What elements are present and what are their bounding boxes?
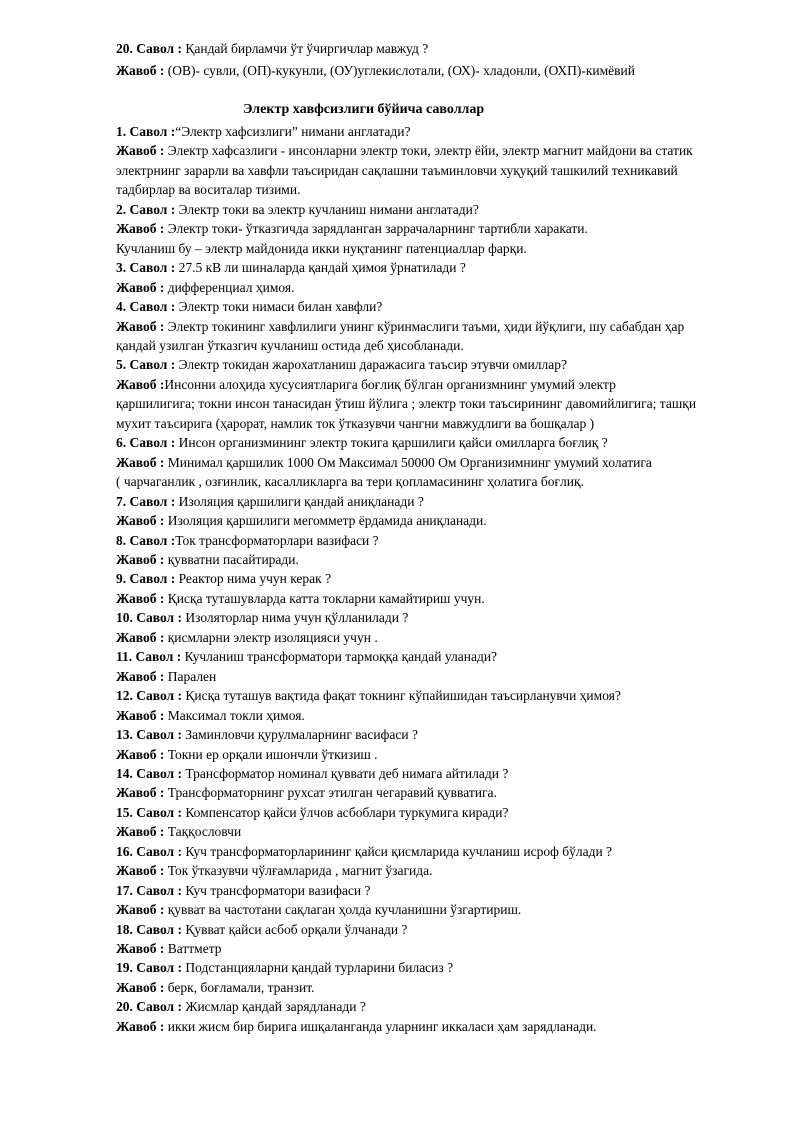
answer-continuation: Кучланиш бу – электр майдонида икки нуқтанинг патенциаллар фарқи. <box>116 240 527 256</box>
answer-line <box>116 667 771 686</box>
answer-text: дифференциал ҳимоя. <box>164 279 295 295</box>
answer-text: Электр токининг хавфлилиги унинг кўринмаслиги таъми, ҳиди йўқлиги, шу сабабдан ҳар <box>164 318 685 334</box>
question-label: 20. Савол : <box>116 999 182 1015</box>
question-text: Қандай бирламчи ўт ўчиргичлар мавжуд ? <box>181 41 429 56</box>
answer-continuation: электрнинг зарарли ва хавфли таъсиридан сақлашни таъминловчи хуқуқий ташкилий техникавий <box>116 162 678 178</box>
question-text: Ток трансформаторлари вазифаси ? <box>175 532 379 548</box>
question-label: 10. Савол : <box>116 610 182 626</box>
answer-line <box>116 783 771 802</box>
answer-label: Жавоб : <box>116 902 165 918</box>
answer-label: Жавоб : <box>116 318 165 334</box>
question-line <box>116 38 771 60</box>
answer-label: Жавоб : <box>116 454 165 470</box>
question-line <box>116 997 771 1016</box>
answer-line <box>116 219 771 238</box>
answer-label: Жавоб : <box>116 1018 165 1034</box>
question-line <box>116 355 771 374</box>
answer-label: Жавоб : <box>116 979 165 995</box>
question-label: 8. Савол : <box>116 532 176 548</box>
section-title: Электр хавфсизлиги бўйича саволлар <box>243 102 485 117</box>
question-label: 11. Савол : <box>116 649 182 665</box>
answer-line <box>116 317 771 336</box>
answer-continuation: қандай узилган ўтказгич кучланиш остида деб ҳисобланади. <box>116 337 464 353</box>
answer-label: Жавоб : <box>116 143 165 159</box>
answer-text: Ваттметр <box>164 941 222 957</box>
answer-label: Жавоб : <box>116 376 165 392</box>
question-text: Подстанцияларни қандай турларини биласиз ? <box>181 960 454 976</box>
question-label: 3. Савол : <box>116 260 176 276</box>
answer-label: Жавоб : <box>116 746 165 762</box>
answer-text: Минимал қаршилик 1000 Ом Максимал 50000 Ом Организимнинг умумий холатига <box>164 454 652 470</box>
question-label: 7. Савол : <box>116 493 176 509</box>
answer-continuation: ( чарчаганлик , озғинлик, касалликларга ва тери қопламасининг ҳолатига боғлиқ. <box>116 474 584 490</box>
question-line <box>116 258 771 277</box>
answer-line <box>116 939 771 958</box>
answer-continuation: мухит таъсирига (ҳарорат, намлик ток ўтказувчи чангни мавжудлиги ва бошқалар ) <box>116 415 595 431</box>
question-line <box>116 531 771 550</box>
answer-label: Жавоб : <box>116 590 165 606</box>
question-line <box>116 647 771 666</box>
question-text: Реактор нима учун керак ? <box>175 571 332 587</box>
question-text: Электр токи ва электр кучланиш нимани англатади? <box>175 201 479 217</box>
question-line <box>116 803 771 822</box>
answer-label: Жавоб : <box>116 221 165 237</box>
question-label: 15. Савол : <box>116 804 182 820</box>
answer-line <box>116 1017 771 1036</box>
answer-label: Жавоб : <box>116 63 165 78</box>
answer-label: Жавоб : <box>116 863 165 879</box>
answer-text: қувватни пасайтиради. <box>164 551 299 567</box>
answer-line <box>116 706 771 725</box>
answer-line <box>116 589 771 608</box>
answer-line <box>116 745 771 764</box>
qa-list <box>116 122 771 1036</box>
answer-label: Жавоб : <box>116 707 165 723</box>
question-text: Электр токидан жарохатланиш даражасига таъсир этувчи омиллар? <box>175 357 567 373</box>
answer-text: Парален <box>164 668 217 684</box>
answer-line <box>116 628 771 647</box>
question-line <box>116 200 771 219</box>
answer-line <box>116 550 771 569</box>
question-text: Қисқа туташув вақтида фақат токнинг кўпайишидан таъсирланувчи ҳимоя? <box>181 688 621 704</box>
answer-text: Изоляция қаршилиги мегоммeтр ёрдамида аниқланади. <box>164 513 487 529</box>
answer-text: Максимал токли ҳимоя. <box>164 707 305 723</box>
answer-text: (ОВ)- сувли, (ОП)-кукунли, (ОУ)углекислотали, (ОХ)- хладонли, (ОХП)-кимёвий <box>164 63 635 78</box>
question-label: 2. Савол : <box>116 201 176 217</box>
answer-continuation: тадбирлар ва воситалар тизими. <box>116 182 301 198</box>
question-line <box>116 842 771 861</box>
answer-text: берк, боғламали, транзит. <box>164 979 315 995</box>
question-label: 18. Савол : <box>116 921 182 937</box>
answer-text: икки жисм бир бирига ишқаланганда уларнинг иккаласи ҳам зарядланади. <box>164 1018 597 1034</box>
question-text: “Электр хафсизлиги” нимани англатади? <box>175 124 411 139</box>
answer-text: Қисқа туташувларда катта токларни камайтириш учун. <box>164 590 485 606</box>
answer-text: қувват ва частотани сақлаган ҳолда кучланишни ўзгартириш. <box>164 902 522 918</box>
question-text: Изоляция қаршилиги қандай аниқланади ? <box>175 493 424 509</box>
question-line <box>116 492 771 511</box>
question-label: 1. Савол : <box>116 124 176 139</box>
question-line <box>116 122 771 141</box>
question-text: 27.5 кВ ли шиналарда қандай ҳимоя ўрнатилади ? <box>175 260 466 276</box>
question-label: 6. Савол : <box>116 435 176 451</box>
question-label: 16. Савол : <box>116 843 182 859</box>
answer-line <box>116 822 771 841</box>
question-text: Куч трансформатори вазифаси ? <box>181 882 371 898</box>
answer-label: Жавоб : <box>116 551 165 567</box>
question-text: Куч трансформаторларининг қайси қисмларида кучланиш исроф бўлади ? <box>181 843 613 859</box>
section-gap <box>116 82 771 98</box>
question-text: Қувват қайси асбоб орқали ўлчанади ? <box>181 921 408 937</box>
intro-block <box>116 38 771 82</box>
answer-label: Жавоб : <box>116 513 165 529</box>
question-line <box>116 764 771 783</box>
answer-label: Жавоб : <box>116 629 165 645</box>
answer-text: Электр токи- ўтказгичда зарядланган заррачаларнинг тартибли харакати. <box>164 221 588 237</box>
answer-text: қисмларни электр изоляцияси учун . <box>164 629 378 645</box>
question-line <box>116 608 771 627</box>
answer-text: Ток ўтказувчи чўлғамларида , магнит ўзагида. <box>164 863 433 879</box>
question-line <box>116 920 771 939</box>
answer-line <box>116 60 771 82</box>
answer-line <box>116 278 771 297</box>
answer-label: Жавоб : <box>116 941 165 957</box>
answer-text: Инсонни алоҳида хусусиятларига боғлиқ бўлган организмнинг умумий электр <box>164 376 616 392</box>
question-line <box>116 958 771 977</box>
document-page <box>116 38 771 1036</box>
answer-label: Жавоб : <box>116 785 165 801</box>
answer-continuation: қаршилигига; токни инсон танасидан ўтиш йўлига ; электр токи таъсирининг давомийлигига; ташқи <box>116 396 697 412</box>
answer-line <box>116 141 771 160</box>
question-line <box>116 433 771 452</box>
question-text: Заминловчи қурулмаларнинг васифаси ? <box>181 727 418 743</box>
question-label: 20. Савол : <box>116 41 182 56</box>
answer-label: Жавоб : <box>116 279 165 295</box>
answer-line <box>116 978 771 997</box>
question-text: Кучланиш трансформатори тармоққа қандай уланади? <box>181 649 498 665</box>
answer-line <box>116 375 771 394</box>
question-text: Жисмлар қандай зарядланади ? <box>181 999 366 1015</box>
question-text: Электр токи нимаси билан хавфли? <box>175 299 383 315</box>
question-line <box>116 686 771 705</box>
question-label: 9. Савол : <box>116 571 176 587</box>
question-line <box>116 297 771 316</box>
answer-line <box>116 900 771 919</box>
answer-label: Жавоб : <box>116 824 165 840</box>
question-label: 12. Савол : <box>116 688 182 704</box>
question-label: 19. Савол : <box>116 960 182 976</box>
question-label: 14. Савол : <box>116 765 182 781</box>
question-label: 5. Савол : <box>116 357 176 373</box>
answer-line <box>116 861 771 880</box>
question-label: 13. Савол : <box>116 727 182 743</box>
question-text: Трансформатор номинал қуввати деб нимага айтилади ? <box>181 765 509 781</box>
question-text: Изоляторлар нима учун қўлланилади ? <box>181 610 409 626</box>
answer-text: Электр хафсазлиги - инсонларни электр токи, электр ёйи, электр магнит майдони ва статик <box>164 143 693 159</box>
question-label: 4. Савол : <box>116 299 176 315</box>
answer-text: Трансформаторнинг рухсат этилган чегаравий қувватига. <box>164 785 497 801</box>
answer-line <box>116 453 771 472</box>
answer-label: Жавоб : <box>116 668 165 684</box>
answer-text: Таққословчи <box>164 824 242 840</box>
answer-text: Токни ер орқали ишончли ўткизиш . <box>164 746 378 762</box>
question-text: Компенсатор қайси ўлчов асбоблари туркумига киради? <box>181 804 509 820</box>
question-line <box>116 725 771 744</box>
answer-line <box>116 511 771 530</box>
question-label: 17. Савол : <box>116 882 182 898</box>
question-line <box>116 881 771 900</box>
question-text: Инсон организмининг электр токига қаршилиги қайси омилларга боғлиқ ? <box>175 435 608 451</box>
question-line <box>116 569 771 588</box>
